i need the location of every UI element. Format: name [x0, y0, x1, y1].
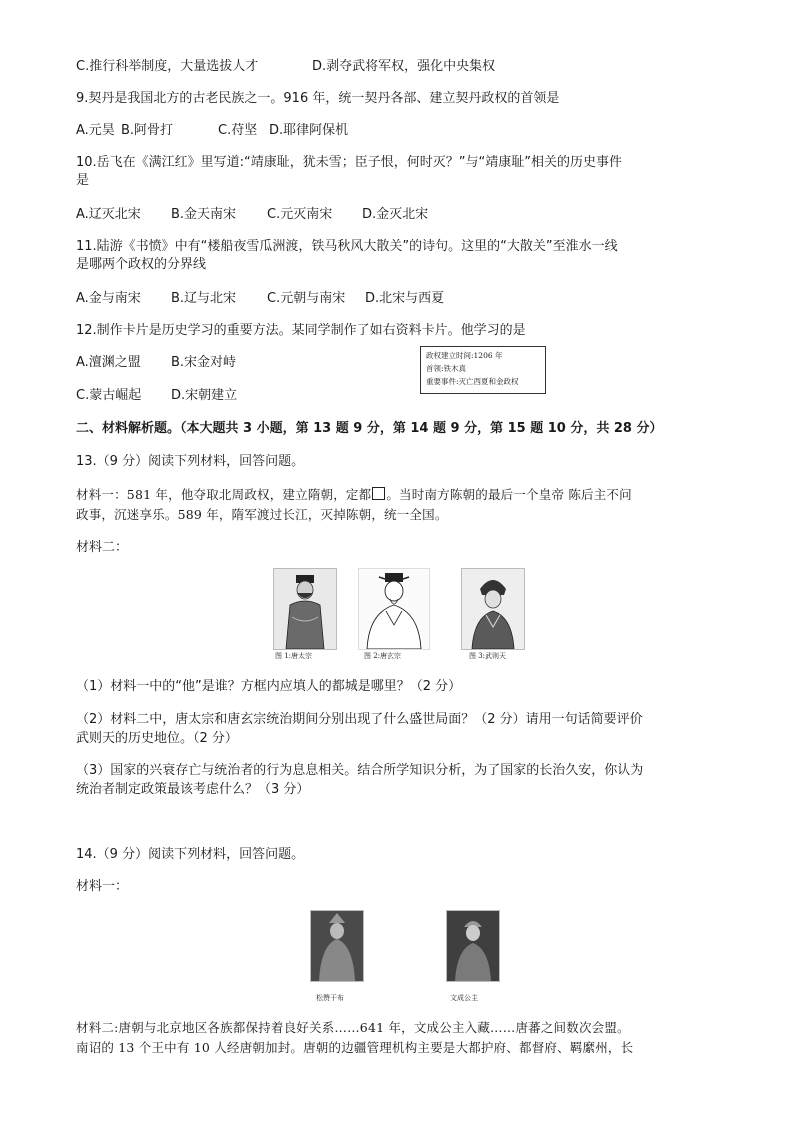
q13-material1-line1: [76, 485, 632, 504]
q9-option-c: C.苻坚: [218, 123, 258, 138]
q10-option-a: A.辽灭北宋: [76, 207, 141, 222]
q12-option-d: D.宋朝建立: [171, 388, 238, 403]
q9-stem: 9.契丹是我国北方的古老民族之一。916 年，统一契丹各部、建立契丹政权的首领是: [76, 91, 560, 106]
caption-tang-xuanzong: 图 2:唐玄宗: [364, 652, 402, 660]
q9-option-a: A.元昊: [76, 123, 115, 138]
card-line-year: 政权建立时间:1206 年: [426, 351, 503, 360]
q13-material2-label: 材料二：: [76, 540, 129, 555]
answer-blank-box: [372, 487, 385, 500]
q11-option-b: B.辽与北宋: [171, 291, 237, 306]
q14-material2-line2: 南诏的 13 个王中有 10 人经唐朝加封。唐朝的边疆管理机构主要是大都护府、都督府、羁縻州，长: [76, 1040, 634, 1055]
wu-zetian-figure-icon: [462, 569, 524, 649]
q13-sub3-line2: 统治者制定政策最该考虑什么？（3 分）: [76, 782, 310, 797]
q9-options-row: [76, 121, 348, 140]
q13-material1-part-a: 材料一：581 年，他夺取北周政权，建立隋朝，定都: [76, 487, 372, 502]
tang-xuanzong-figure-icon: [359, 569, 429, 649]
q12-option-a: A.澶渊之盟: [76, 355, 141, 370]
q12-stem: 12.制作卡片是历史学习的重要方法。某同学制作了如右资料卡片。他学习的是: [76, 323, 526, 338]
q11-stem-line2: 是哪两个政权的分界线: [76, 257, 207, 272]
songtsen-gampo-statue: [310, 910, 364, 982]
q11-options-row: [76, 289, 444, 308]
q11-option-c: C.元朝与南宋: [267, 291, 346, 306]
q12-options-row1: [76, 353, 236, 372]
section2-title: 二、材料解析题。（本大题共 3 小题，第 13 题 9 分，第 14 题 9 分，第 15 题 10 分，共 28 分）: [76, 421, 663, 436]
q12-options-row2: [76, 386, 237, 405]
wu-zetian-portrait: [461, 568, 525, 650]
caption-songtsen-gampo: 松赞干布: [316, 994, 344, 1002]
tang-taizong-portrait: [273, 568, 337, 650]
q10-stem-line1: 10.岳飞在《满江红》里写道:“靖康耻，犹未雪；臣子恨，何时灭？”与“靖康耻”相关的历史事件: [76, 155, 622, 170]
q11-option-a: A.金与南宋: [76, 291, 141, 306]
q10-option-c: C.元灭南宋: [267, 207, 333, 222]
q13-header: 13.（9 分）阅读下列材料，回答问题。: [76, 454, 305, 469]
tang-xuanzong-portrait: [358, 568, 430, 650]
q8-options-row: [76, 57, 495, 76]
q12-option-b: B.宋金对峙: [171, 355, 237, 370]
princess-wencheng-statue: [446, 910, 500, 982]
caption-wu-zetian: 图 3:武则天: [469, 652, 507, 660]
card-line-leader: 首领:铁木真: [426, 364, 467, 373]
q14-header: 14.（9 分）阅读下列材料，回答问题。: [76, 847, 305, 862]
caption-tang-taizong: 图 1:唐太宗: [275, 652, 313, 660]
q13-material1-part-b: 。当时南方陈朝的最后一个皇帝 陈后主不问: [386, 487, 632, 502]
q9-option-d: D.耶律阿保机: [269, 123, 349, 138]
q10-stem-line2: 是: [76, 173, 90, 188]
q13-sub2-line2: 武则天的历史地位。（2 分）: [76, 731, 238, 746]
q13-sub3-line1: （3）国家的兴衰存亡与统治者的行为息息相关。结合所学知识分析，为了国家的长治久安，你认为: [76, 763, 644, 778]
q11-option-d: D.北宋与西夏: [365, 291, 445, 306]
caption-princess-wencheng: 文成公主: [450, 994, 478, 1002]
q11-stem-line1: 11.陆游《书愤》中有“楼船夜雪瓜洲渡，铁马秋风大散关”的诗句。这里的“大散关”至淮水一线: [76, 239, 618, 254]
card-line-events: 重要事件:灭亡西夏和金政权: [426, 377, 519, 386]
q12-info-card: [420, 346, 546, 394]
q9-option-b: B.阿骨打: [121, 123, 174, 138]
q8-option-c: C.推行科举制度，大量选拔人才: [76, 59, 259, 74]
q10-option-b: B.金天南宋: [171, 207, 237, 222]
q10-options-row: [76, 205, 428, 224]
q13-sub1: （1）材料一中的“他”是谁？方框内应填人的都城是哪里？（2 分）: [76, 679, 462, 694]
tang-taizong-figure-icon: [274, 569, 336, 649]
q13-sub2-line1: （2）材料二中，唐太宗和唐玄宗统治期间分别出现了什么盛世局面？（2 分）请用一句话简要评价: [76, 712, 643, 727]
q8-option-d: D.剥夺武将军权，强化中央集权: [312, 59, 496, 74]
q14-material1-label: 材料一：: [76, 879, 129, 894]
q12-option-c: C.蒙古崛起: [76, 388, 142, 403]
q10-option-d: D.金灭北宋: [362, 207, 429, 222]
q13-material1-line2: 政事，沉迷享乐。589 年，隋军渡过长江，灭掉陈朝，统一全国。: [76, 507, 448, 522]
q14-material2-line1: 材料二:唐朝与北京地区各族都保持着良好关系……641 年，文成公主入藏……唐蕃之间数次会盟。: [76, 1020, 630, 1035]
songtsen-gampo-statue-icon: [311, 911, 363, 981]
princess-wencheng-statue-icon: [447, 911, 499, 981]
